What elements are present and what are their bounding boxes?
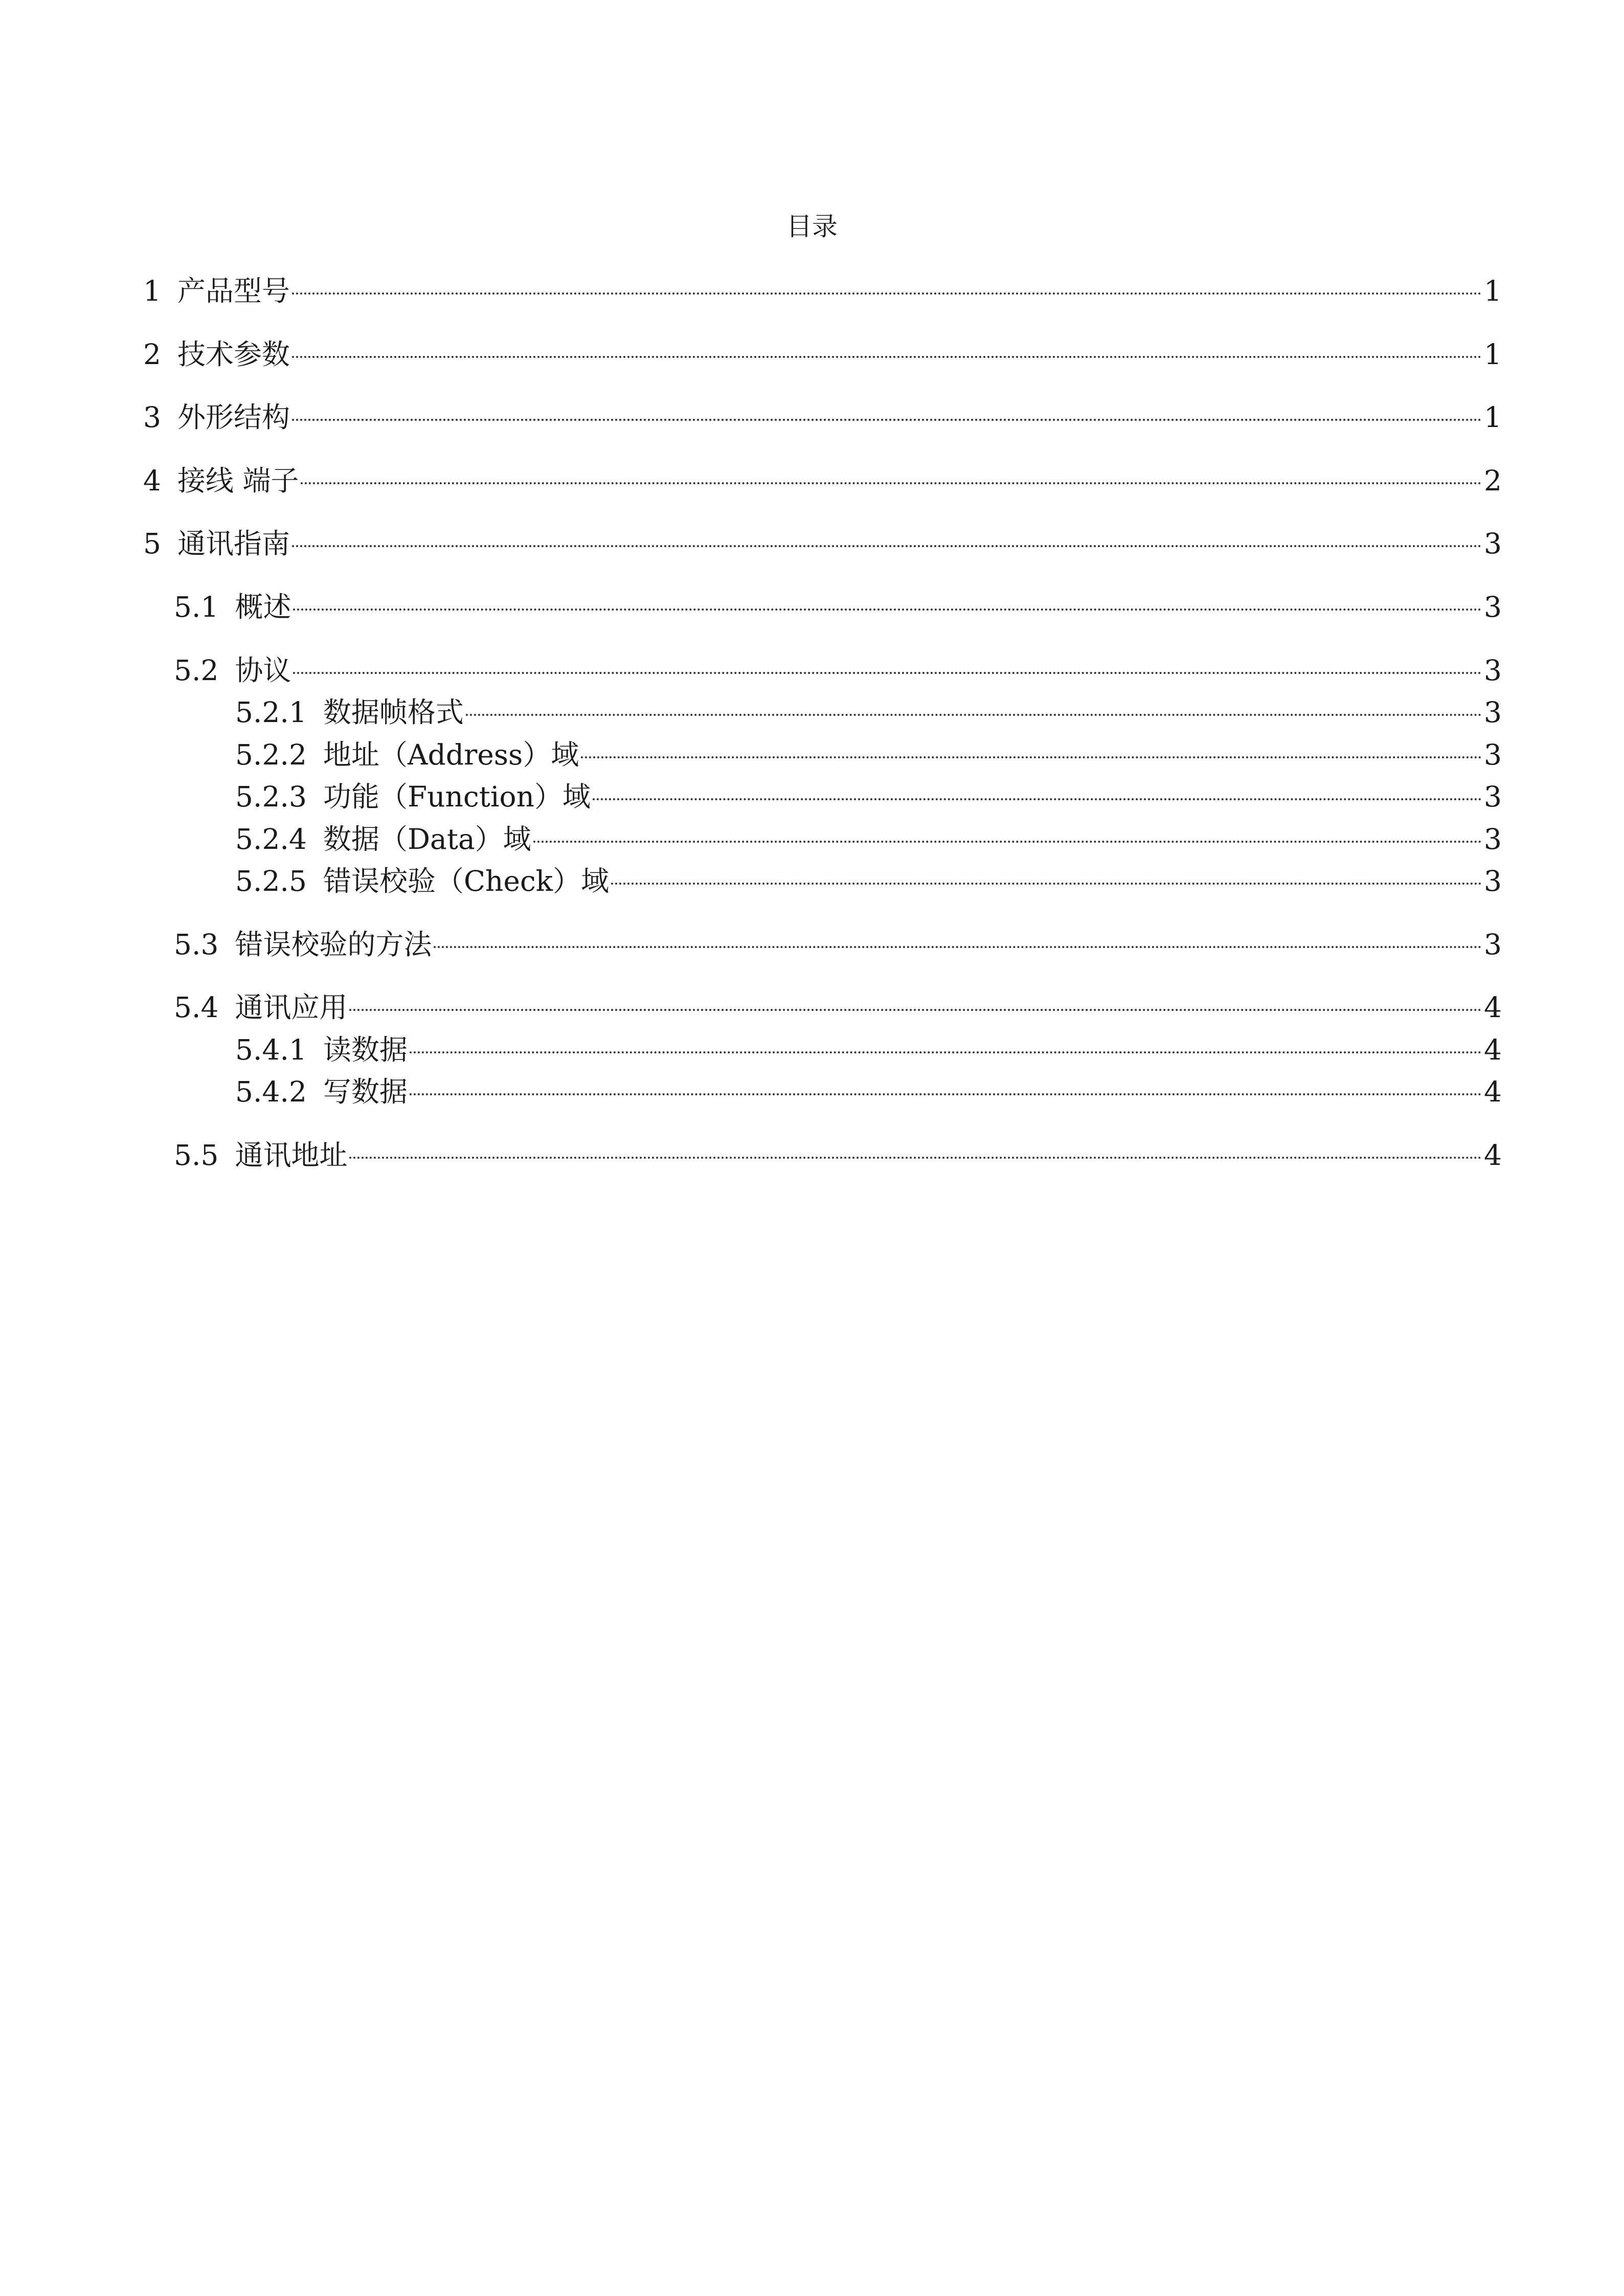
- dot-leader: [593, 798, 1482, 800]
- dot-leader: [533, 841, 1482, 843]
- toc-entry-5-4[interactable]: [0, 988, 1624, 1027]
- toc-entry-page: 4: [1484, 1139, 1502, 1172]
- toc-entry-number: 5.2: [174, 654, 219, 687]
- toc-entry-text: 写数据: [323, 1075, 408, 1108]
- toc-entry-page: 3: [1484, 654, 1502, 687]
- toc-entry-page: 3: [1484, 527, 1502, 560]
- toc-entry-page: 3: [1484, 823, 1502, 856]
- toc-entry-4[interactable]: [0, 462, 1624, 500]
- toc-entry-number: 2: [143, 338, 161, 371]
- dot-leader: [581, 756, 1482, 758]
- toc-entry-text: 错误校验的方法: [235, 928, 432, 961]
- toc-entry-page: 1: [1484, 338, 1502, 371]
- toc-entry-5-2[interactable]: [0, 651, 1624, 690]
- toc-entry-number: 5.2.5: [235, 865, 307, 897]
- toc-entry-text: 产品型号: [177, 275, 290, 307]
- toc-entry-number: 5.4.1: [235, 1033, 307, 1066]
- dot-leader: [292, 356, 1482, 358]
- dot-leader: [410, 1051, 1482, 1053]
- toc-entry-text: 地址（Address）域: [323, 738, 579, 771]
- dot-leader: [292, 419, 1482, 421]
- toc-entry-5-2-1[interactable]: [0, 693, 1624, 732]
- dot-leader: [434, 946, 1482, 948]
- dot-leader: [293, 672, 1482, 674]
- toc-entry-text: 读数据: [323, 1033, 408, 1066]
- toc-entry-page: 3: [1484, 865, 1502, 897]
- dot-leader: [349, 1009, 1482, 1011]
- toc-entry-text: 数据帧格式: [323, 696, 464, 729]
- toc-entry-number: 5.4.2: [235, 1075, 307, 1108]
- toc-entry-text: 通讯地址: [235, 1139, 348, 1172]
- toc-entry-text: 通讯指南: [177, 527, 290, 560]
- toc-entry-page: 3: [1484, 738, 1502, 771]
- toc-entry-number: 3: [143, 401, 161, 434]
- toc-entry-number: 5.3: [174, 928, 219, 961]
- dot-leader: [611, 883, 1482, 885]
- toc-entry-5-2-5[interactable]: [0, 862, 1624, 901]
- toc-entry-page: 4: [1484, 1033, 1502, 1066]
- toc-entry-number: 5.2.4: [235, 823, 307, 856]
- toc-entry-5-1[interactable]: [0, 588, 1624, 626]
- toc-entry-page: 2: [1484, 464, 1502, 497]
- toc-entry-page: 4: [1484, 1075, 1502, 1108]
- toc-entry-number: 5.2.1: [235, 696, 307, 729]
- toc-entry-number: 5.2.2: [235, 738, 307, 771]
- dot-leader: [292, 292, 1482, 295]
- dot-leader: [466, 714, 1482, 716]
- toc-entry-page: 3: [1484, 696, 1502, 729]
- toc-entry-5-4-1[interactable]: [0, 1031, 1624, 1069]
- toc-entry-5-2-2[interactable]: [0, 736, 1624, 774]
- toc-entry-number: 5.5: [174, 1139, 219, 1172]
- toc-entry-5-2-4[interactable]: [0, 820, 1624, 859]
- toc-entry-5-3[interactable]: [0, 926, 1624, 964]
- toc-entry-page: 3: [1484, 591, 1502, 623]
- dot-leader: [301, 482, 1482, 484]
- toc-entry-text: 通讯应用: [235, 991, 348, 1024]
- toc-entry-number: 5.1: [174, 591, 219, 623]
- dot-leader: [293, 609, 1482, 611]
- toc-entry-page: 3: [1484, 928, 1502, 961]
- toc-entry-text: 协议: [235, 654, 291, 687]
- toc-entry-5-5[interactable]: [0, 1136, 1624, 1175]
- toc-entry-text: 接线 端子: [177, 464, 299, 497]
- toc-entry-1[interactable]: [0, 272, 1624, 310]
- toc-entry-number: 1: [143, 275, 161, 307]
- toc-entry-number: 5.2.3: [235, 780, 307, 813]
- toc-entry-text: 功能（Function）域: [323, 780, 591, 813]
- toc-entry-text: 概述: [235, 591, 291, 623]
- dot-leader: [410, 1093, 1482, 1095]
- toc-entry-5-2-3[interactable]: [0, 778, 1624, 816]
- toc-entry-number: 4: [143, 464, 161, 497]
- toc-entry-text: 数据（Data）域: [323, 823, 531, 856]
- dot-leader: [292, 545, 1482, 547]
- toc-entry-2[interactable]: [0, 335, 1624, 374]
- toc-entry-number: 5: [143, 527, 161, 560]
- toc-entry-5-4-2[interactable]: [0, 1073, 1624, 1111]
- toc-entry-page: 4: [1484, 991, 1502, 1024]
- toc-entry-page: 1: [1484, 275, 1502, 307]
- toc-entry-3[interactable]: [0, 398, 1624, 437]
- toc-title: 目录: [786, 212, 838, 241]
- toc-entry-text: 技术参数: [177, 338, 290, 371]
- toc-entry-page: 3: [1484, 780, 1502, 813]
- toc-entry-text: 错误校验（Check）域: [323, 865, 610, 897]
- dot-leader: [349, 1157, 1482, 1159]
- toc-entry-page: 1: [1484, 401, 1502, 434]
- toc-entry-number: 5.4: [174, 991, 219, 1024]
- toc-entry-text: 外形结构: [177, 401, 290, 434]
- toc-entry-5[interactable]: [0, 525, 1624, 563]
